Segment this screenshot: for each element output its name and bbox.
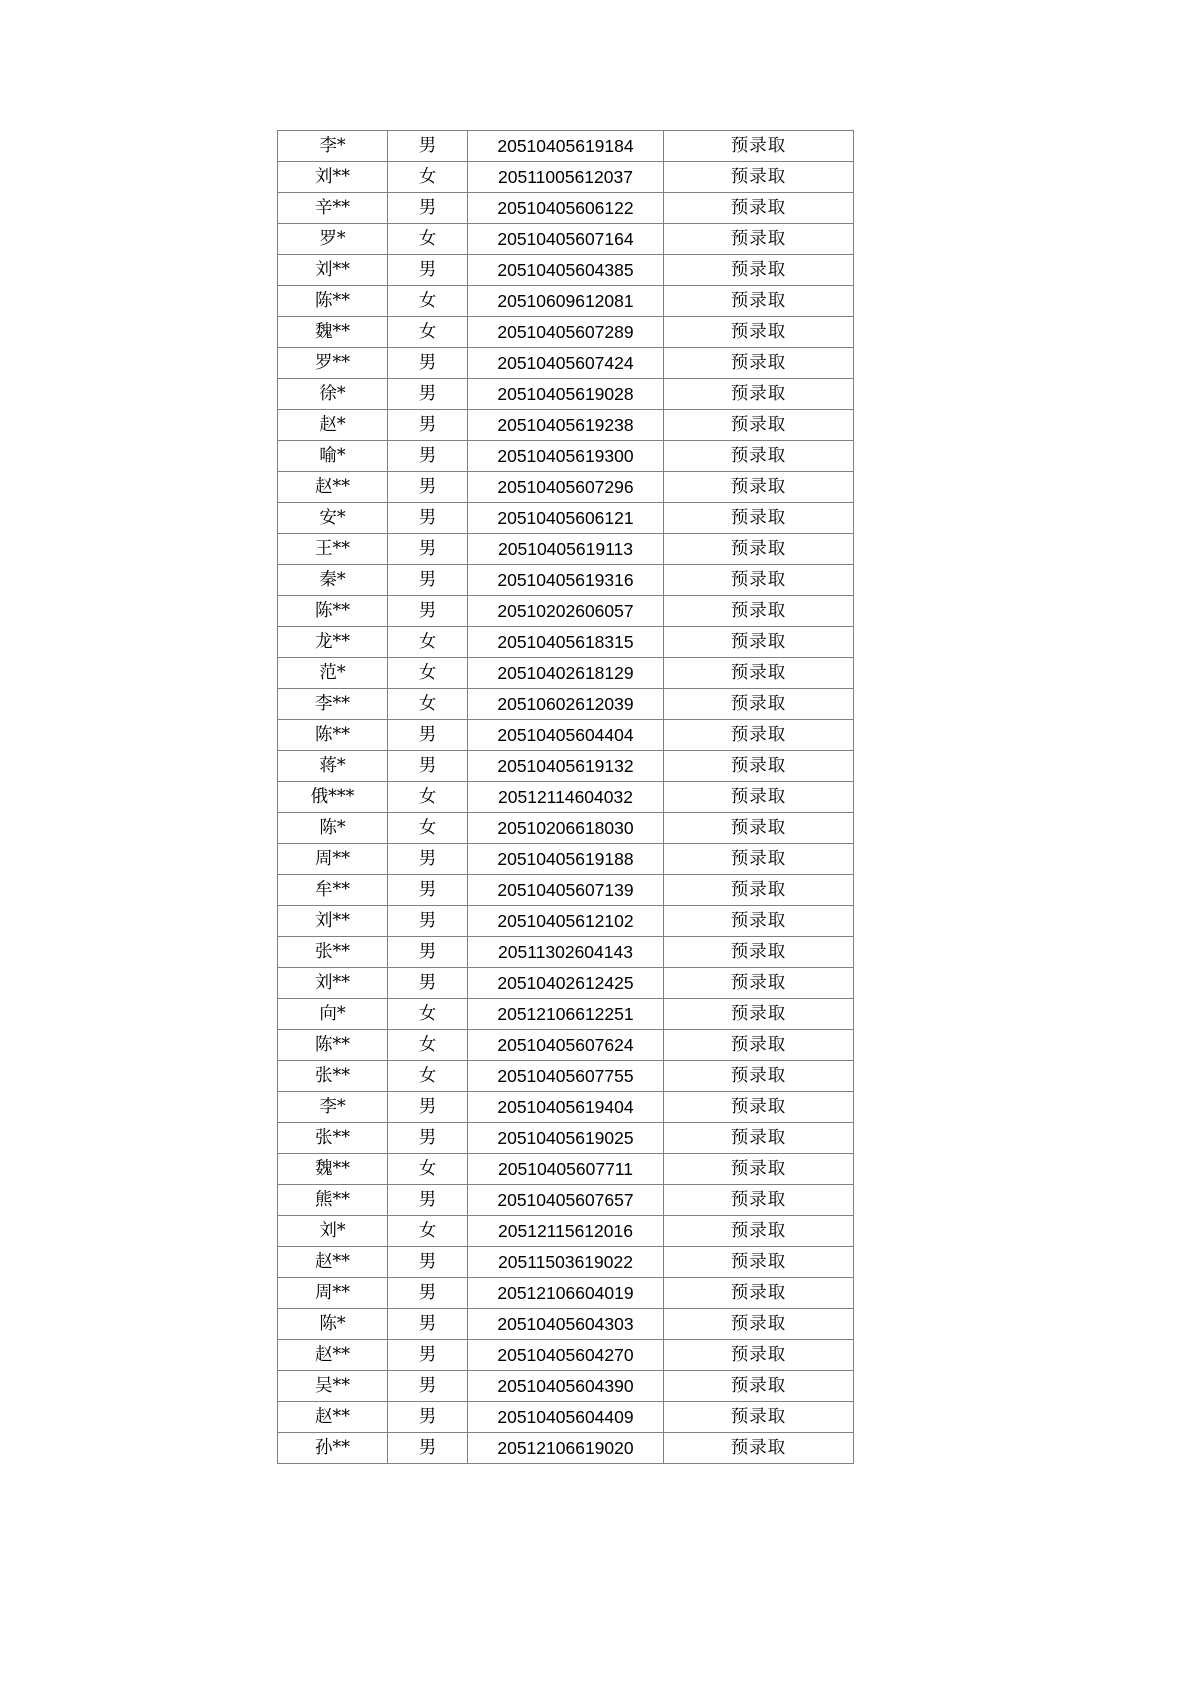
table-row (278, 1185, 854, 1216)
cell-status: 预录取 (664, 782, 854, 813)
cell-gender: 男 (388, 1402, 468, 1433)
cell-applicant-name: 赵* (278, 410, 388, 441)
cell-applicant-name: 刘** (278, 906, 388, 937)
cell-gender: 男 (388, 1340, 468, 1371)
cell-applicant-name: 秦* (278, 565, 388, 596)
cell-exam-id: 20511005612037 (468, 162, 664, 193)
cell-status: 预录取 (664, 286, 854, 317)
table-row (278, 317, 854, 348)
cell-applicant-name: 牟** (278, 875, 388, 906)
cell-applicant-name: 安* (278, 503, 388, 534)
cell-status: 预录取 (664, 255, 854, 286)
table-row (278, 875, 854, 906)
cell-gender: 男 (388, 131, 468, 162)
cell-exam-id: 20512114604032 (468, 782, 664, 813)
cell-exam-id: 20510405618315 (468, 627, 664, 658)
admission-roster-table (277, 130, 854, 1464)
cell-gender: 男 (388, 968, 468, 999)
cell-status: 预录取 (664, 317, 854, 348)
cell-applicant-name: 蒋* (278, 751, 388, 782)
table-row (278, 1123, 854, 1154)
cell-exam-id: 20510405619028 (468, 379, 664, 410)
cell-status: 预录取 (664, 1185, 854, 1216)
cell-exam-id: 20510405604385 (468, 255, 664, 286)
table-row (278, 999, 854, 1030)
table-row (278, 813, 854, 844)
cell-applicant-name: 周** (278, 1278, 388, 1309)
cell-gender: 男 (388, 596, 468, 627)
table-row (278, 1030, 854, 1061)
cell-status: 预录取 (664, 1402, 854, 1433)
cell-applicant-name: 魏** (278, 317, 388, 348)
cell-exam-id: 20510405619184 (468, 131, 664, 162)
cell-status: 预录取 (664, 1371, 854, 1402)
cell-exam-id: 20510402612425 (468, 968, 664, 999)
cell-status: 预录取 (664, 875, 854, 906)
table-row (278, 286, 854, 317)
cell-applicant-name: 喻* (278, 441, 388, 472)
cell-applicant-name: 张** (278, 937, 388, 968)
cell-gender: 女 (388, 1216, 468, 1247)
table-row (278, 844, 854, 875)
cell-applicant-name: 罗* (278, 224, 388, 255)
cell-status: 预录取 (664, 1154, 854, 1185)
cell-gender: 男 (388, 1185, 468, 1216)
cell-applicant-name: 徐* (278, 379, 388, 410)
cell-status: 预录取 (664, 968, 854, 999)
cell-applicant-name: 刘* (278, 1216, 388, 1247)
cell-gender: 女 (388, 1030, 468, 1061)
cell-exam-id: 20510405612102 (468, 906, 664, 937)
cell-status: 预录取 (664, 906, 854, 937)
table-row (278, 472, 854, 503)
cell-gender: 男 (388, 193, 468, 224)
cell-applicant-name: 熊** (278, 1185, 388, 1216)
cell-gender: 女 (388, 1061, 468, 1092)
table-row (278, 937, 854, 968)
cell-exam-id: 20510405607755 (468, 1061, 664, 1092)
table-row (278, 162, 854, 193)
cell-exam-id: 20510405606122 (468, 193, 664, 224)
cell-applicant-name: 向* (278, 999, 388, 1030)
table-row (278, 410, 854, 441)
cell-status: 预录取 (664, 689, 854, 720)
cell-gender: 女 (388, 1154, 468, 1185)
cell-gender: 男 (388, 348, 468, 379)
cell-gender: 男 (388, 255, 468, 286)
table-row (278, 534, 854, 565)
table-row (278, 224, 854, 255)
cell-exam-id: 20510405619404 (468, 1092, 664, 1123)
cell-status: 预录取 (664, 193, 854, 224)
cell-applicant-name: 赵** (278, 1247, 388, 1278)
table-row (278, 255, 854, 286)
cell-gender: 女 (388, 999, 468, 1030)
table-row (278, 751, 854, 782)
cell-gender: 女 (388, 689, 468, 720)
cell-status: 预录取 (664, 565, 854, 596)
cell-status: 预录取 (664, 937, 854, 968)
cell-applicant-name: 范* (278, 658, 388, 689)
cell-applicant-name: 李* (278, 1092, 388, 1123)
cell-gender: 男 (388, 720, 468, 751)
cell-gender: 女 (388, 317, 468, 348)
table-row (278, 782, 854, 813)
table-row (278, 503, 854, 534)
cell-exam-id: 20510405607164 (468, 224, 664, 255)
table-row (278, 1371, 854, 1402)
cell-status: 预录取 (664, 751, 854, 782)
cell-exam-id: 20510405619238 (468, 410, 664, 441)
cell-gender: 女 (388, 782, 468, 813)
cell-gender: 男 (388, 565, 468, 596)
cell-exam-id: 20510405619316 (468, 565, 664, 596)
table-row (278, 1309, 854, 1340)
cell-exam-id: 20510405604303 (468, 1309, 664, 1340)
cell-gender: 男 (388, 1278, 468, 1309)
cell-applicant-name: 陈** (278, 1030, 388, 1061)
table-row (278, 720, 854, 751)
cell-gender: 女 (388, 627, 468, 658)
cell-status: 预录取 (664, 999, 854, 1030)
table-row (278, 441, 854, 472)
cell-status: 预录取 (664, 1247, 854, 1278)
cell-applicant-name: 陈** (278, 720, 388, 751)
cell-exam-id: 20510405607139 (468, 875, 664, 906)
table-row (278, 1340, 854, 1371)
cell-gender: 女 (388, 162, 468, 193)
table-row (278, 968, 854, 999)
cell-status: 预录取 (664, 162, 854, 193)
cell-status: 预录取 (664, 720, 854, 751)
cell-status: 预录取 (664, 1340, 854, 1371)
cell-applicant-name: 龙** (278, 627, 388, 658)
cell-exam-id: 20510405607424 (468, 348, 664, 379)
cell-exam-id: 20510405607289 (468, 317, 664, 348)
cell-exam-id: 20512106619020 (468, 1433, 664, 1464)
cell-gender: 男 (388, 751, 468, 782)
cell-status: 预录取 (664, 131, 854, 162)
cell-status: 预录取 (664, 348, 854, 379)
cell-exam-id: 20510202606057 (468, 596, 664, 627)
cell-exam-id: 20510405619188 (468, 844, 664, 875)
table-row (278, 1433, 854, 1464)
table-row (278, 596, 854, 627)
cell-gender: 女 (388, 813, 468, 844)
cell-gender: 男 (388, 937, 468, 968)
cell-applicant-name: 李* (278, 131, 388, 162)
table-row (278, 689, 854, 720)
cell-applicant-name: 王** (278, 534, 388, 565)
cell-applicant-name: 赵** (278, 472, 388, 503)
cell-exam-id: 20512115612016 (468, 1216, 664, 1247)
cell-status: 预录取 (664, 1216, 854, 1247)
cell-exam-id: 20510405604409 (468, 1402, 664, 1433)
cell-status: 预录取 (664, 410, 854, 441)
cell-gender: 男 (388, 1371, 468, 1402)
cell-gender: 男 (388, 1123, 468, 1154)
table-row (278, 193, 854, 224)
cell-gender: 男 (388, 1247, 468, 1278)
cell-applicant-name: 孙** (278, 1433, 388, 1464)
cell-status: 预录取 (664, 472, 854, 503)
roster-table-body (278, 131, 854, 1464)
cell-status: 预录取 (664, 813, 854, 844)
cell-gender: 男 (388, 875, 468, 906)
cell-applicant-name: 刘** (278, 255, 388, 286)
table-row (278, 1402, 854, 1433)
cell-exam-id: 20512106604019 (468, 1278, 664, 1309)
cell-status: 预录取 (664, 503, 854, 534)
cell-status: 预录取 (664, 844, 854, 875)
cell-exam-id: 20511302604143 (468, 937, 664, 968)
table-row (278, 658, 854, 689)
cell-applicant-name: 张** (278, 1061, 388, 1092)
cell-status: 预录取 (664, 1123, 854, 1154)
cell-applicant-name: 辛** (278, 193, 388, 224)
cell-gender: 男 (388, 379, 468, 410)
cell-gender: 男 (388, 503, 468, 534)
table-row (278, 627, 854, 658)
cell-gender: 男 (388, 534, 468, 565)
cell-status: 预录取 (664, 1030, 854, 1061)
cell-applicant-name: 罗** (278, 348, 388, 379)
table-row (278, 379, 854, 410)
cell-exam-id: 20510206618030 (468, 813, 664, 844)
cell-applicant-name: 李** (278, 689, 388, 720)
roster-table-container (277, 130, 853, 1464)
cell-applicant-name: 陈* (278, 1309, 388, 1340)
cell-gender: 男 (388, 1309, 468, 1340)
cell-exam-id: 20512106612251 (468, 999, 664, 1030)
cell-applicant-name: 张** (278, 1123, 388, 1154)
cell-exam-id: 20510405604270 (468, 1340, 664, 1371)
cell-status: 预录取 (664, 1433, 854, 1464)
table-row (278, 906, 854, 937)
cell-exam-id: 20510405619113 (468, 534, 664, 565)
cell-applicant-name: 刘** (278, 968, 388, 999)
table-row (278, 1278, 854, 1309)
cell-gender: 男 (388, 472, 468, 503)
cell-gender: 女 (388, 224, 468, 255)
cell-status: 预录取 (664, 379, 854, 410)
table-row (278, 1154, 854, 1185)
cell-gender: 男 (388, 906, 468, 937)
table-row (278, 131, 854, 162)
cell-gender: 男 (388, 1433, 468, 1464)
cell-status: 预录取 (664, 224, 854, 255)
cell-gender: 女 (388, 658, 468, 689)
cell-exam-id: 20510405604404 (468, 720, 664, 751)
cell-exam-id: 20511503619022 (468, 1247, 664, 1278)
cell-applicant-name: 吴** (278, 1371, 388, 1402)
cell-applicant-name: 陈* (278, 813, 388, 844)
table-row (278, 1092, 854, 1123)
cell-status: 预录取 (664, 627, 854, 658)
cell-exam-id: 20510405606121 (468, 503, 664, 534)
cell-exam-id: 20510405607624 (468, 1030, 664, 1061)
cell-exam-id: 20510405607711 (468, 1154, 664, 1185)
cell-applicant-name: 刘** (278, 162, 388, 193)
cell-status: 预录取 (664, 1309, 854, 1340)
cell-exam-id: 20510405619025 (468, 1123, 664, 1154)
cell-applicant-name: 赵** (278, 1402, 388, 1433)
cell-exam-id: 20510402618129 (468, 658, 664, 689)
cell-status: 预录取 (664, 441, 854, 472)
cell-exam-id: 20510405619300 (468, 441, 664, 472)
table-row (278, 1216, 854, 1247)
cell-status: 预录取 (664, 1061, 854, 1092)
cell-exam-id: 20510405607657 (468, 1185, 664, 1216)
cell-status: 预录取 (664, 1092, 854, 1123)
cell-applicant-name: 陈** (278, 286, 388, 317)
cell-exam-id: 20510602612039 (468, 689, 664, 720)
cell-status: 预录取 (664, 1278, 854, 1309)
cell-gender: 男 (388, 844, 468, 875)
cell-applicant-name: 陈** (278, 596, 388, 627)
cell-exam-id: 20510405607296 (468, 472, 664, 503)
table-row (278, 1061, 854, 1092)
cell-status: 预录取 (664, 658, 854, 689)
cell-gender: 女 (388, 286, 468, 317)
cell-applicant-name: 魏** (278, 1154, 388, 1185)
cell-exam-id: 20510609612081 (468, 286, 664, 317)
cell-gender: 男 (388, 441, 468, 472)
cell-exam-id: 20510405619132 (468, 751, 664, 782)
cell-applicant-name: 赵** (278, 1340, 388, 1371)
cell-status: 预录取 (664, 534, 854, 565)
cell-gender: 男 (388, 410, 468, 441)
cell-applicant-name: 周** (278, 844, 388, 875)
table-row (278, 565, 854, 596)
table-row (278, 348, 854, 379)
cell-applicant-name: 俄*** (278, 782, 388, 813)
cell-gender: 男 (388, 1092, 468, 1123)
table-row (278, 1247, 854, 1278)
cell-status: 预录取 (664, 596, 854, 627)
cell-exam-id: 20510405604390 (468, 1371, 664, 1402)
